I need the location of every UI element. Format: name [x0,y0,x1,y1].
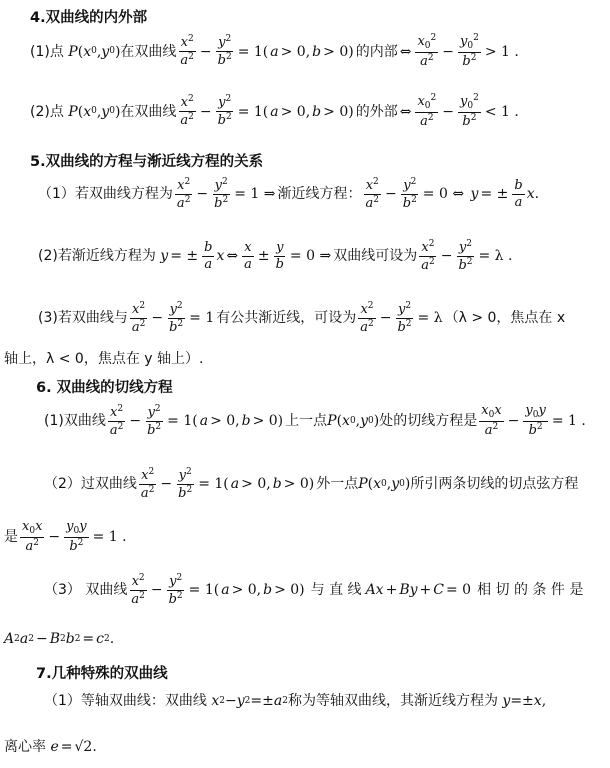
s5-item-3: (3)若双曲线与 $\frac{x^2}{a^2}$ − $\frac{y^2}{b^2}$ = 1 有公共渐近线，可设为 $\frac{x^2}{a^2}$ − $\frac{y^2}{b^2}$ = λ （λ > 0，焦点在 x [38,301,566,335]
s7-item-1-cont: 离心率 e = √2 . [4,739,97,755]
s4-item-1: (1)点 P ( x 0 , y 0 ) 在双曲线 $\frac{x^2}{a^2}$ − $\frac{y^2}{b^2}$ = 1( a > 0, b > 0) 的内部 ⇔ $\frac{x_0^2}{a^2}$ − $\frac{y_0^2}{b^2}$ > 1 . [30,33,519,70]
section-5-title: 5.双曲线的方程与渐近线方程的关系 [30,154,264,170]
section-7-title: 7.几种特殊的双曲线 [36,666,168,682]
s5-item-3-cont: 轴上，λ < 0，焦点在 y 轴上）. [4,351,204,367]
s6-item-3: （3） 双曲线 $\frac{x^2}{a^2}$ − $\frac{y^2}{b^2}$ = 1( a > 0, b > 0) 与 直 线 Ax + By + C = 0 相 切 的 条 件 是 [44,573,584,607]
section-4-title: 4.双曲线的内外部 [30,10,148,26]
s5-item-1: （1）若双曲线方程为 $\frac{x^2}{a^2}$ − $\frac{y^2}{b^2}$ = 1 ⇒ 渐近线方程： $\frac{x^2}{a^2}$ − $\frac{y^2}{b^2}$ = 0 ⇔ y = ± $\frac{b}{a}$ x . [38,177,540,211]
s5-item-2: (2)若渐近线方程为 y = ± $\frac{b}{a}$ x ⇔ $\frac{x}{a}$ ± $\frac{y}{b}$ = 0 ⇒ 双曲线可设为 $\frac{x^2}{a^2}$ − $\frac{y^2}{b^2}$ = λ . [38,239,513,273]
s6-item-2-cont: 是 $\frac{x_0x}{a^2}$ − $\frac{y_0y}{b^2}$ = 1 . [4,519,127,555]
section-6-title: 6. 双曲线的切线方程 [36,380,173,396]
s6-item-1: (1)双曲线 $\frac{x^2}{a^2}$ − $\frac{y^2}{b^2}$ = 1( a > 0, b > 0) 上一点 P ( x 0 , y 0 ) 处的切线方程是 $\frac{x_0x}{a^2}$ − $\frac{y_0y}{b^2}$ = 1 . [44,403,586,439]
s6-item-3-cont: A 2 a 2 − B 2 b 2 = c 2 . [4,631,115,647]
s6-item-2: （2）过双曲线 $\frac{x^2}{a^2}$ − $\frac{y^2}{b^2}$ = 1( a > 0, b > 0) 外一点 P ( x 0 , y 0 ) 所引两条切线的切点弦方程 [44,467,579,501]
s4-item-2: (2)点 P ( x 0 , y 0 ) 在双曲线 $\frac{x^2}{a^2}$ − $\frac{y^2}{b^2}$ = 1( a > 0, b > 0) 的外部 ⇔ $\frac{x_0^2}{a^2}$ − $\frac{y_0^2}{b^2}$ < 1 . [30,93,519,130]
s7-item-1: （1）等轴双曲线：双曲线 x 2 − y 2 =± a 2 称为等轴双曲线，其渐近线方程为 y =± x , [44,693,547,709]
